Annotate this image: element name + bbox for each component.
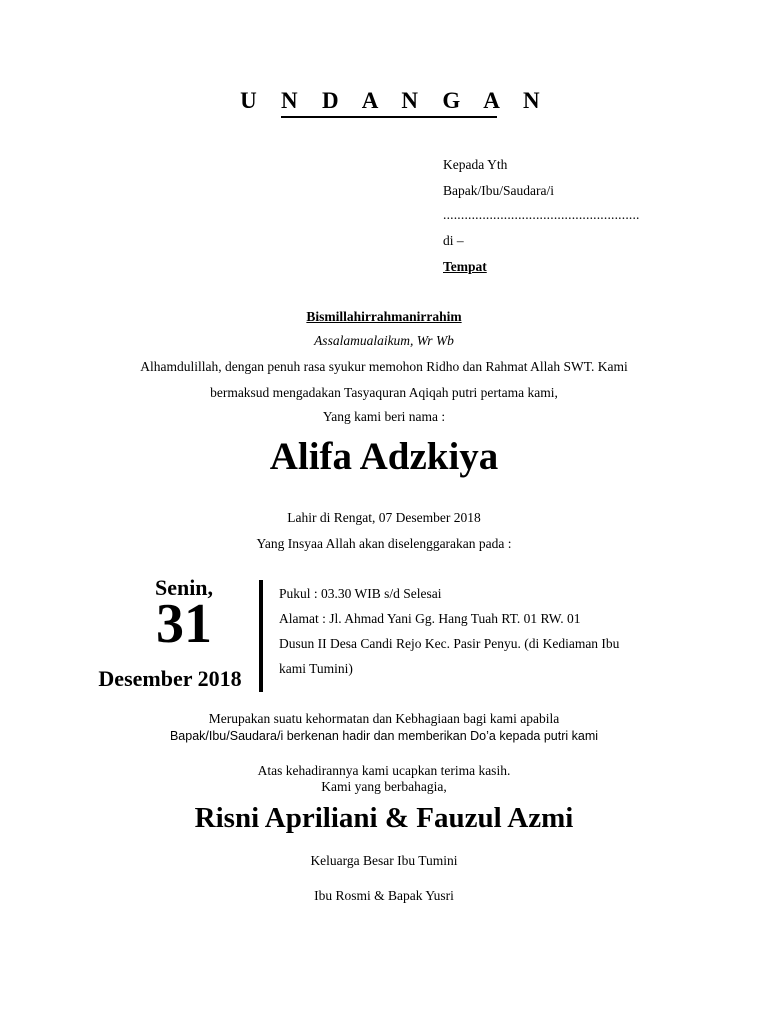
intro-line-2: bermaksud mengadakan Tasyaquran Aqiqah putri pertama kami, xyxy=(210,385,558,400)
family-line-1: Keluarga Besar Ibu Tumini xyxy=(310,853,458,868)
host-names: Risni Apriliani & Fauzul Azmi xyxy=(194,802,574,834)
intro-line-3: Yang kami beri nama : xyxy=(322,409,446,424)
recipient-to: Kepada Yth xyxy=(443,157,508,172)
bismillah-heading: Bismillahirrahmanirrahim xyxy=(306,309,462,324)
salam-greeting: Assalamualaikum, Wr Wb xyxy=(314,333,454,348)
event-time: Pukul : 03.30 WIB s/d Selesai xyxy=(279,586,442,601)
child-name: Alifa Adzkiya xyxy=(269,435,499,478)
invitation-title: U N D A N G A N xyxy=(240,88,549,113)
recipient-addressee: Bapak/Ibu/Saudara/i xyxy=(443,183,554,198)
happy-line: Kami yang berbahagia, xyxy=(321,779,447,794)
recipient-place: Tempat xyxy=(443,259,487,274)
honor-line-1: Merupakan suatu kehormatan dan Kebhagiaan bagi kami apabila xyxy=(208,711,560,726)
event-announcement: Yang Insyaa Allah akan diselenggarakan pada : xyxy=(256,536,512,551)
event-month-year: Desember 2018 xyxy=(98,666,242,691)
event-address-line-2: Dusun II Desa Candi Rejo Kec. Pasir Penyu. (di Kediaman Ibu xyxy=(279,636,620,651)
event-address-line-3: kami Tumini) xyxy=(279,661,353,676)
event-date-number: 31 xyxy=(156,593,212,655)
family-line-2: Ibu Rosmi & Bapak Yusri xyxy=(314,888,454,903)
intro-line-1: Alhamdulillah, dengan penuh rasa syukur memohon Ridho dan Rahmat Allah SWT. Kami xyxy=(140,359,628,374)
recipient-blank-line: ....................................................... xyxy=(443,207,640,222)
recipient-di: di – xyxy=(443,233,464,248)
thanks-line: Atas kehadirannya kami ucapkan terima kasih. xyxy=(257,763,511,778)
title-underline xyxy=(281,116,497,118)
event-address-line-1: Alamat : Jl. Ahmad Yani Gg. Hang Tuah RT. 01 RW. 01 xyxy=(279,611,581,626)
birth-info: Lahir di Rengat, 07 Desember 2018 xyxy=(287,510,481,525)
event-day: Senin, xyxy=(154,575,214,600)
honor-line-2: Bapak/Ibu/Saudara/i berkenan hadir dan memberikan Do’a kepada putri kami xyxy=(169,729,599,743)
date-divider xyxy=(259,580,263,692)
